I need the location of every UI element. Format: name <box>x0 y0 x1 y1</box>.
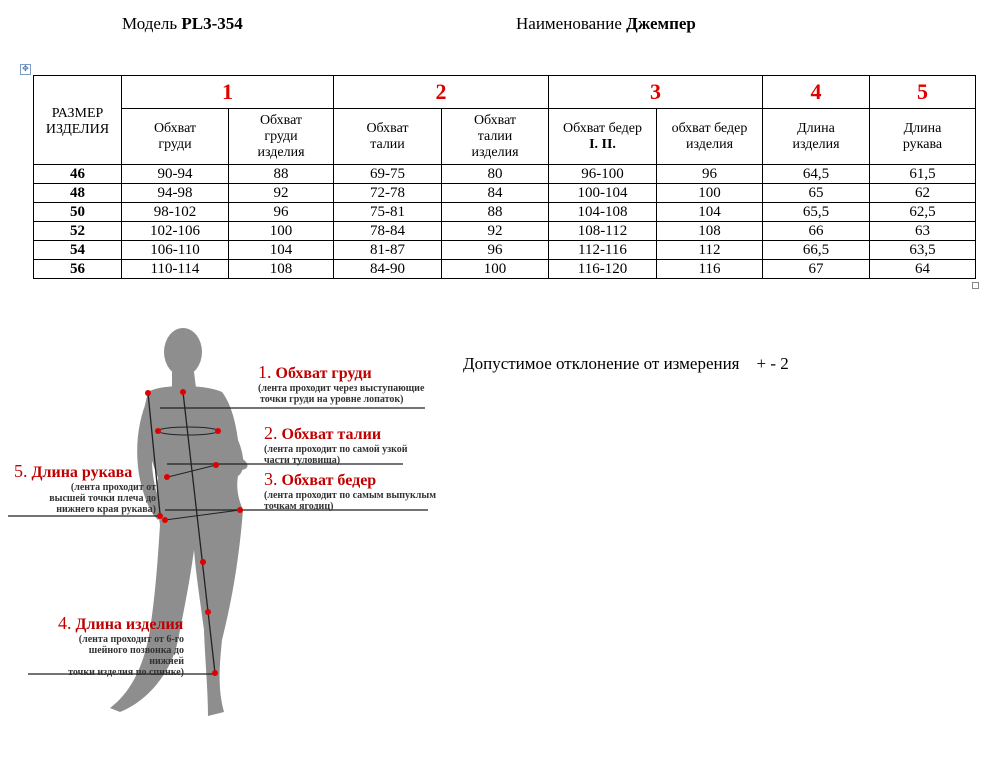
tolerance-note: Допустимое отклонение от измерения + - 2 <box>463 354 789 373</box>
size-cell: 48 <box>34 184 122 203</box>
table-cell: 69-75 <box>334 165 442 184</box>
table-cell: 96 <box>442 241 549 260</box>
table-cell: 88 <box>229 165 334 184</box>
model-label: Модель <box>122 14 178 33</box>
table-cell: 98-102 <box>122 203 229 222</box>
column-header: Длина изделия <box>763 109 870 165</box>
table-cell: 92 <box>229 184 334 203</box>
table-cell: 96 <box>229 203 334 222</box>
table-cell: 78-84 <box>334 222 442 241</box>
table-cell: 100 <box>657 184 763 203</box>
table-cell: 104-108 <box>549 203 657 222</box>
column-header: Обхват талии <box>334 109 442 165</box>
table-cell: 84-90 <box>334 260 442 279</box>
column-header: Обхват груди <box>122 109 229 165</box>
size-header: РАЗМЕР ИЗДЕЛИЯ <box>34 76 122 165</box>
name-value: Джемпер <box>626 14 696 33</box>
table-cell: 96-100 <box>549 165 657 184</box>
group-number: 1 <box>122 76 334 109</box>
table-cell: 64 <box>870 260 976 279</box>
table-cell: 65,5 <box>763 203 870 222</box>
table-cell: 104 <box>657 203 763 222</box>
table-cell: 84 <box>442 184 549 203</box>
group-number: 2 <box>334 76 549 109</box>
table-cell: 112-116 <box>549 241 657 260</box>
table-cell: 104 <box>229 241 334 260</box>
size-cell: 46 <box>34 165 122 184</box>
table-cell: 116 <box>657 260 763 279</box>
label-length: 4. Длина изделия (лента проходит от 6-го шейного позвонка до нижней точки изделия по спинке) <box>58 613 184 678</box>
column-header: Обхват бедер I. II. <box>549 109 657 165</box>
table-cell: 100 <box>442 260 549 279</box>
table-cell: 63 <box>870 222 976 241</box>
table-cell: 65 <box>763 184 870 203</box>
label-waist: 2. Обхват талии (лента проходит по самой узкой части туловища) <box>264 423 408 466</box>
table-move-handle-icon[interactable]: ✥ <box>20 64 31 75</box>
table-cell: 75-81 <box>334 203 442 222</box>
table-cell: 94-98 <box>122 184 229 203</box>
group-number: 4 <box>763 76 870 109</box>
column-header: Длина рукава <box>870 109 976 165</box>
label-hips: 3. Обхват бедер (лента проходит по самым выпуклым точкам ягодиц) <box>264 469 437 512</box>
table-cell: 96 <box>657 165 763 184</box>
table-cell: 108-112 <box>549 222 657 241</box>
table-cell: 62 <box>870 184 976 203</box>
table-cell: 66 <box>763 222 870 241</box>
table-cell: 110-114 <box>122 260 229 279</box>
table-cell: 61,5 <box>870 165 976 184</box>
column-header: Обхват талии изделия <box>442 109 549 165</box>
column-header: обхват бедер изделия <box>657 109 763 165</box>
table-cell: 100 <box>229 222 334 241</box>
table-cell: 90-94 <box>122 165 229 184</box>
table-cell: 62,5 <box>870 203 976 222</box>
table-cell: 92 <box>442 222 549 241</box>
label-sleeve: 5. Длина рукава (лента проходит от высшей точки плеча до нижнего края рукава) <box>14 461 156 515</box>
label-chest: 1. Обхват груди (лента проходит через выступающие точки груди на уровне лопаток) <box>258 362 425 405</box>
table-cell: 80 <box>442 165 549 184</box>
size-cell: 52 <box>34 222 122 241</box>
table-cell: 72-78 <box>334 184 442 203</box>
table-cell: 108 <box>657 222 763 241</box>
size-cell: 54 <box>34 241 122 260</box>
table-cell: 66,5 <box>763 241 870 260</box>
table-cell: 106-110 <box>122 241 229 260</box>
table-cell: 102-106 <box>122 222 229 241</box>
model-value: PL3-354 <box>181 14 243 33</box>
table-cell: 112 <box>657 241 763 260</box>
table-cell: 108 <box>229 260 334 279</box>
table-cell: 63,5 <box>870 241 976 260</box>
table-cell: 116-120 <box>549 260 657 279</box>
column-header: Обхват груди изделия <box>229 109 334 165</box>
table-cell: 67 <box>763 260 870 279</box>
size-cell: 50 <box>34 203 122 222</box>
table-cell: 64,5 <box>763 165 870 184</box>
size-cell: 56 <box>34 260 122 279</box>
group-number: 5 <box>870 76 976 109</box>
table-cell: 81-87 <box>334 241 442 260</box>
table-cell: 100-104 <box>549 184 657 203</box>
group-number: 3 <box>549 76 763 109</box>
name-label: Наименование <box>516 14 622 33</box>
table-cell: 88 <box>442 203 549 222</box>
